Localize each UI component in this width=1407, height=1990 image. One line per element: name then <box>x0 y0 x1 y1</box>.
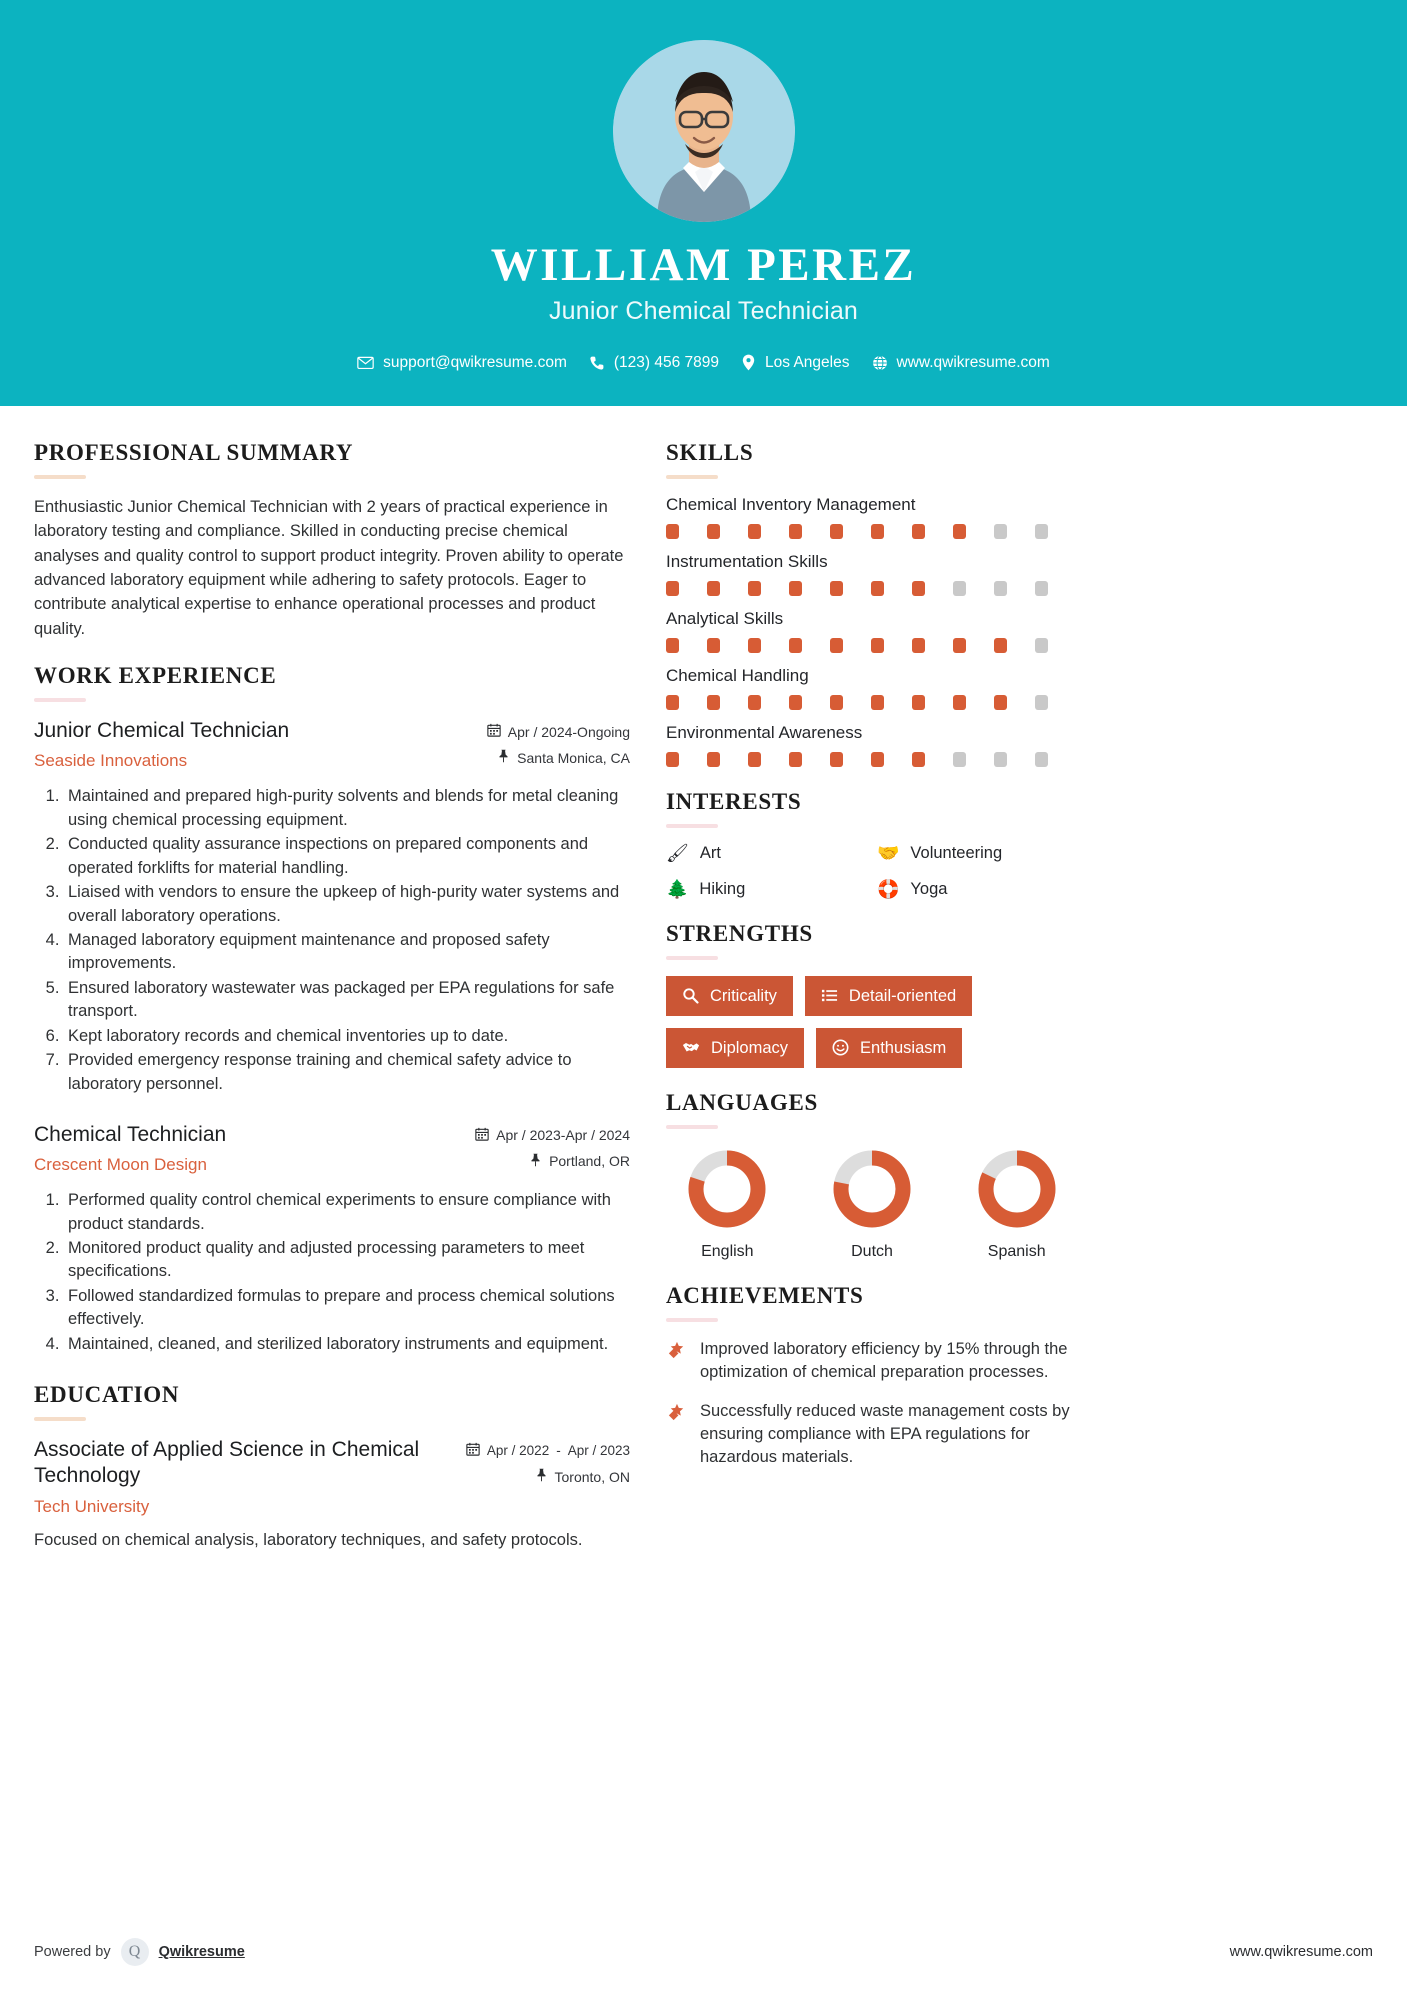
education-location-value: Toronto, ON <box>554 1468 630 1485</box>
skill-name: Chemical Inventory Management <box>666 494 916 514</box>
section-strengths <box>666 921 1078 1068</box>
left-column <box>34 440 630 1579</box>
skill-dot-filled <box>953 524 966 539</box>
skill-name: Chemical Handling <box>666 665 809 685</box>
experience-header <box>34 718 630 771</box>
experience-meta <box>475 1122 630 1170</box>
powered-by <box>34 1938 245 1966</box>
experience-company: Crescent Moon Design <box>34 1155 207 1175</box>
skill-dot-filled <box>830 581 843 596</box>
achievement-item <box>666 1400 1078 1469</box>
achievement-text: Improved laboratory efficiency by 15% through the optimization of chemical preparation processes. <box>700 1340 1068 1382</box>
section-rule <box>666 1125 718 1129</box>
skill-name: Analytical Skills <box>666 608 784 628</box>
list-item: 5. Ensured laboratory wastewater was packaged per EPA regulations for safe transport. <box>64 977 630 1024</box>
section-title-education: EDUCATION <box>34 1382 180 1408</box>
experience-dates <box>487 723 630 740</box>
skill-dot-filled <box>789 524 802 539</box>
contact-phone-value: (123) 456 7899 <box>613 353 720 371</box>
contact-row <box>0 354 1407 372</box>
language-label: Spanish <box>987 1243 1046 1261</box>
education-date-end: Apr / 2023 <box>567 1442 630 1458</box>
education-meta <box>466 1437 630 1485</box>
experience-location <box>475 1153 630 1170</box>
skill-dot-filled <box>912 581 925 596</box>
achievement-item <box>666 1338 1078 1384</box>
interest-item <box>877 880 1078 899</box>
section-languages <box>666 1090 1078 1261</box>
skill-dot-filled <box>666 524 679 539</box>
skill-dot-filled <box>707 752 720 767</box>
education-description: Focused on chemical analysis, laboratory techniques, and safety protocols. <box>34 1530 583 1549</box>
experience-dates <box>475 1127 630 1144</box>
interest-label: Volunteering <box>910 843 1003 862</box>
section-rule <box>666 824 718 828</box>
skill-dot-filled <box>789 695 802 710</box>
section-title-experience: WORK EXPERIENCE <box>34 663 277 689</box>
pushpin-icon <box>535 1468 548 1485</box>
experience-entry <box>34 718 630 1096</box>
pushpin-icon <box>529 1153 542 1170</box>
skill-dot-empty <box>994 752 1007 767</box>
section-work-experience <box>34 663 630 1356</box>
list-item: 7. Provided emergency response training and chemical safety advice to laboratory personnel. <box>64 1049 630 1096</box>
section-professional-summary <box>34 440 630 641</box>
qwikresume-brand-link[interactable]: Qwikresume <box>158 1944 245 1960</box>
skill-dot-filled <box>994 638 1007 653</box>
skill-dot-empty <box>953 752 966 767</box>
education-date-start: Apr / 2022 <box>486 1442 550 1458</box>
handshake-icon: 🤝 <box>877 843 900 864</box>
resume-footer <box>0 1916 1407 1990</box>
experience-identity <box>34 1122 459 1175</box>
strength-label: Criticality <box>710 986 777 1005</box>
section-rule <box>666 475 718 479</box>
resume-body <box>0 406 1407 1916</box>
language-item <box>811 1145 934 1261</box>
skill-dot-filled <box>707 638 720 653</box>
skill-item <box>666 609 1078 653</box>
experience-company: Seaside Innovations <box>34 751 188 771</box>
contact-email[interactable] <box>357 354 567 372</box>
skill-dot-filled <box>871 524 884 539</box>
skill-name: Environmental Awareness <box>666 722 863 742</box>
skill-rating <box>666 752 1078 767</box>
language-label: Dutch <box>851 1243 893 1261</box>
skill-dot-filled <box>707 581 720 596</box>
list-item: 6. Kept laboratory records and chemical inventories up to date. <box>64 1025 630 1048</box>
envelope-icon <box>357 354 374 371</box>
job-title: Junior Chemical Technician <box>548 296 859 325</box>
skill-dot-filled <box>830 752 843 767</box>
skill-dot-filled <box>871 581 884 596</box>
skill-dot-filled <box>953 638 966 653</box>
skill-dot-filled <box>830 524 843 539</box>
pushpin-icon <box>497 749 510 766</box>
section-achievements <box>666 1283 1078 1469</box>
interest-item <box>666 844 867 863</box>
smiley-icon <box>832 1039 849 1056</box>
skill-rating <box>666 524 1078 539</box>
skill-item <box>666 666 1078 710</box>
strength-label: Diplomacy <box>711 1038 789 1057</box>
interests-grid <box>666 844 1078 899</box>
tree-icon: 🌲 <box>666 879 689 900</box>
language-label: English <box>701 1243 754 1261</box>
skill-dot-empty <box>994 524 1007 539</box>
list-item: 4. Maintained, cleaned, and sterilized laboratory instruments and equipment. <box>64 1333 630 1356</box>
section-title-interests: INTERESTS <box>666 788 802 814</box>
calendar-icon <box>487 723 501 740</box>
contact-location[interactable] <box>741 354 849 372</box>
skill-dot-filled <box>912 638 925 653</box>
skill-dot-empty <box>953 581 966 596</box>
language-item <box>955 1145 1078 1261</box>
strength-label: Enthusiasm <box>860 1038 947 1057</box>
achievement-text: Successfully reduced waste management costs by ensuring compliance with EPA regulations for hazardous materials. <box>700 1402 1070 1467</box>
skill-dot-filled <box>748 752 761 767</box>
list-item: 4. Managed laboratory equipment maintenance and proposed safety improvements. <box>64 929 630 976</box>
languages-list <box>666 1145 1078 1261</box>
education-school: Tech University <box>34 1496 150 1516</box>
skill-dot-filled <box>789 752 802 767</box>
list-item: 2. Monitored product quality and adjusted processing parameters to meet specifications. <box>64 1237 630 1284</box>
skill-dot-filled <box>830 638 843 653</box>
experience-entry <box>34 1122 630 1356</box>
skill-dot-filled <box>912 524 925 539</box>
skill-dot-filled <box>830 695 843 710</box>
section-skills <box>666 440 1078 767</box>
experience-location-value: Santa Monica, CA <box>517 749 630 766</box>
skill-dot-filled <box>748 638 761 653</box>
experience-bullets <box>34 1189 630 1356</box>
skill-name: Instrumentation Skills <box>666 551 828 571</box>
experience-header <box>34 1122 630 1175</box>
experience-location-value: Portland, OR <box>549 1153 630 1170</box>
search-icon <box>682 987 699 1004</box>
skill-dot-filled <box>953 695 966 710</box>
experience-identity <box>34 718 471 771</box>
interest-item <box>666 880 867 899</box>
experience-role: Junior Chemical Technician <box>34 719 290 743</box>
section-title-achievements: ACHIEVEMENTS <box>666 1283 864 1309</box>
strength-chip-detail-oriented <box>805 976 972 1016</box>
language-donut-dutch <box>811 1145 934 1233</box>
skill-dot-filled <box>707 524 720 539</box>
section-title-summary: PROFESSIONAL SUMMARY <box>34 439 354 465</box>
skill-dot-filled <box>748 695 761 710</box>
footer-url: www.qwikresume.com <box>1229 1944 1373 1960</box>
skill-dot-filled <box>748 524 761 539</box>
summary-text: Enthusiastic Junior Chemical Technician with 2 years of practical experience in laboratory testing and compliance. Skilled in conducting precise chemical analyses and quality control to support product integrity. Proven ability to operate advanced laboratory equipment while adhering to safety protocols. Eager to contribute analytical expertise to enhance operational processes and product quality. <box>34 497 624 638</box>
strength-label: Detail-oriented <box>848 986 957 1005</box>
strength-chip-criticality <box>666 976 793 1016</box>
skill-item <box>666 495 1078 539</box>
interest-label: Hiking <box>699 879 746 898</box>
list-item: 3. Followed standardized formulas to prepare and process chemical solutions effectively. <box>64 1285 630 1332</box>
language-item <box>666 1145 789 1261</box>
skill-dot-empty <box>1035 524 1048 539</box>
experience-role: Chemical Technician <box>34 1122 227 1146</box>
contact-phone[interactable] <box>589 354 719 372</box>
experience-dates-value: Apr / 2023-Apr / 2024 <box>496 1127 630 1144</box>
skill-dot-empty <box>1035 581 1048 596</box>
education-degree: Associate of Applied Science in Chemical Technology <box>34 1438 420 1488</box>
paintbrush-icon: 🖌 <box>666 843 689 864</box>
skill-dot-filled <box>666 752 679 767</box>
skill-item <box>666 723 1078 767</box>
section-rule <box>666 956 718 960</box>
experience-bullets <box>34 785 630 1095</box>
skill-rating <box>666 638 1078 653</box>
map-pin-icon <box>741 354 756 371</box>
section-education <box>34 1382 630 1552</box>
avatar <box>613 40 795 222</box>
section-title-strengths: STRENGTHS <box>666 920 813 946</box>
education-entry <box>34 1437 630 1552</box>
handshake-icon <box>682 1039 700 1056</box>
qwikresume-logo-icon: Q <box>121 1938 149 1966</box>
skill-dot-filled <box>666 581 679 596</box>
skill-dot-filled <box>789 638 802 653</box>
globe-icon <box>872 355 888 371</box>
skill-dot-filled <box>871 638 884 653</box>
strength-chip-diplomacy <box>666 1028 804 1068</box>
calendar-icon <box>466 1442 480 1459</box>
education-header <box>34 1437 630 1517</box>
skill-dot-filled <box>748 581 761 596</box>
section-rule <box>34 698 86 702</box>
education-dates <box>466 1442 630 1459</box>
strength-chip-enthusiasm <box>816 1028 962 1068</box>
calendar-icon <box>475 1127 489 1144</box>
section-title-languages: LANGUAGES <box>666 1090 818 1116</box>
skill-dot-filled <box>912 695 925 710</box>
skill-dot-filled <box>666 638 679 653</box>
list-icon <box>821 987 838 1004</box>
page-title: WILLIAM PEREZ <box>490 239 917 291</box>
list-item: 3. Liaised with vendors to ensure the upkeep of high-purity water systems and overall laboratory operations. <box>64 881 630 928</box>
language-donut-english <box>666 1145 789 1233</box>
education-identity <box>34 1437 450 1517</box>
skill-dot-filled <box>994 695 1007 710</box>
star-badge-icon <box>666 1402 687 1428</box>
skill-dot-filled <box>912 752 925 767</box>
interest-label: Art <box>699 843 721 862</box>
skill-rating <box>666 695 1078 710</box>
education-date-separator: - <box>556 1442 561 1458</box>
experience-dates-value: Apr / 2024-Ongoing <box>507 723 630 740</box>
skill-dot-empty <box>1035 752 1048 767</box>
strengths-list <box>666 976 1078 1068</box>
section-rule <box>34 475 86 479</box>
skill-dot-filled <box>666 695 679 710</box>
resume-header <box>0 0 1407 406</box>
skill-dot-filled <box>871 695 884 710</box>
skill-dot-filled <box>789 581 802 596</box>
section-interests <box>666 789 1078 899</box>
avatar-photo-icon <box>613 40 795 222</box>
list-item: 1. Performed quality control chemical experiments to ensure compliance with product standards. <box>64 1189 630 1236</box>
skill-dot-empty <box>1035 695 1048 710</box>
language-donut-spanish <box>955 1145 1078 1233</box>
skill-item <box>666 552 1078 596</box>
education-location <box>466 1468 630 1485</box>
interest-item <box>877 844 1078 863</box>
skill-dot-empty <box>994 581 1007 596</box>
skill-dot-empty <box>1035 638 1048 653</box>
star-badge-icon <box>666 1340 687 1366</box>
experience-location <box>487 749 630 766</box>
list-item: 2. Conducted quality assurance inspections on prepared components and operated forklifts for material handling. <box>64 833 630 880</box>
skill-rating <box>666 581 1078 596</box>
powered-by-label: Powered by <box>34 1944 111 1960</box>
skill-dot-filled <box>707 695 720 710</box>
section-rule <box>34 1417 86 1421</box>
contact-email-value: support@qwikresume.com <box>383 353 567 371</box>
contact-location-value: Los Angeles <box>765 353 850 371</box>
section-title-skills: SKILLS <box>666 439 754 465</box>
section-rule <box>666 1318 718 1322</box>
interest-label: Yoga <box>910 879 948 898</box>
contact-website-value: www.qwikresume.com <box>896 353 1050 371</box>
lifebuoy-icon: 🛟 <box>877 879 900 900</box>
phone-icon <box>589 355 605 371</box>
list-item: 1. Maintained and prepared high-purity solvents and blends for metal cleaning using chemical processing equipment. <box>64 785 630 832</box>
contact-website[interactable] <box>872 354 1050 372</box>
education-dates-range <box>487 1443 630 1459</box>
right-column <box>666 440 1078 1492</box>
experience-meta <box>487 718 630 766</box>
skill-dot-filled <box>871 752 884 767</box>
